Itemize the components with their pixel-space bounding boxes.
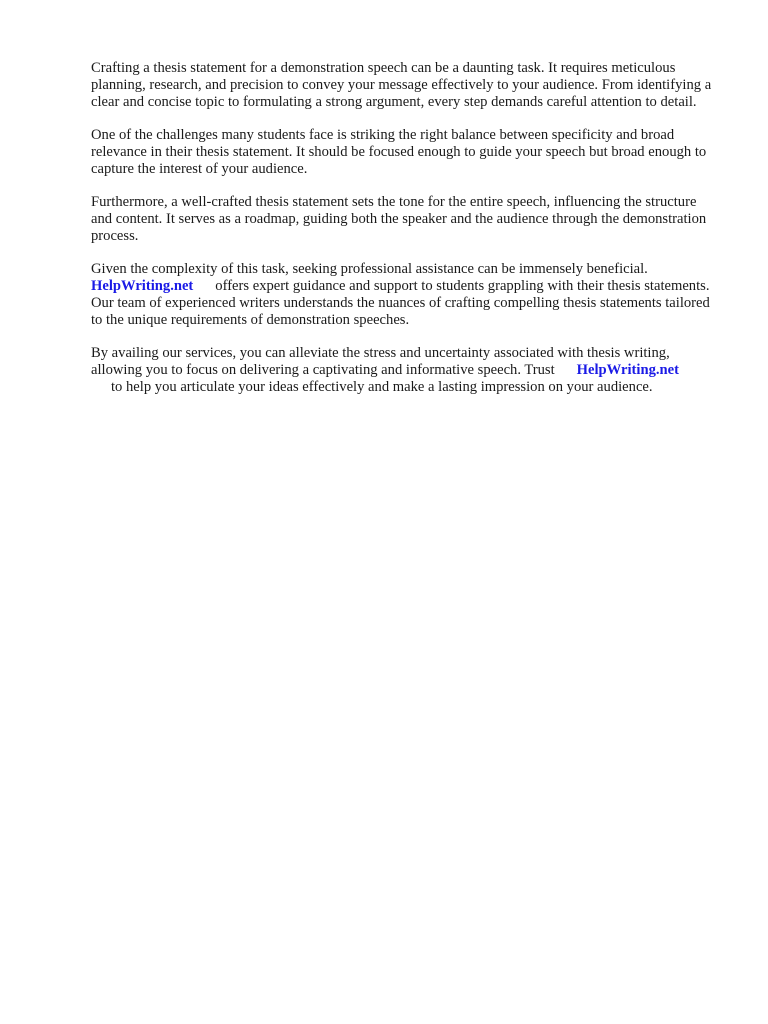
paragraph-roadmap: Furthermore, a well-crafted thesis statement sets the tone for the entire speech, influencing the structure and content. It serves as a roadmap, guiding both the speaker and the audience through the demonstration process. (91, 194, 707, 244)
paragraph-services (91, 345, 721, 396)
paragraph-assistance-text-start: Given the complexity of this task, seeking professional assistance can be immensely beneficial. (91, 261, 648, 277)
paragraph-assistance (91, 261, 721, 329)
paragraph-intro: Crafting a thesis statement for a demonstration speech can be a daunting task. It requires meticulous planning, research, and precision to convey your message effectively to your audience. From identifying a clear and concise topic to formulating a strong argument, every step demands careful attention to detail. (91, 60, 712, 110)
helpwriting-link-2[interactable]: HelpWriting.net (576, 362, 679, 378)
paragraph-challenges: One of the challenges many students face is striking the right balance between specificity and broad relevance in their thesis statement. It should be focused enough to guide your speech but broad enough to capture the interest of your audience. (91, 127, 707, 177)
paragraph-services-text-end: to help you articulate your ideas effectively and make a lasting impression on your audience. (111, 379, 653, 395)
helpwriting-link-1[interactable]: HelpWriting.net (91, 278, 194, 294)
paragraph-assistance-text-end: offers expert guidance and support to students grappling with their thesis statements. Our team of experienced writers understands the nuances of crafting compelling thesis statements tailored to the unique requirements of demonstration speeches. (91, 278, 710, 328)
paragraph-services-text-start: By availing our services, you can alleviate the stress and uncertainty associated with thesis writing, allowing you to focus on delivering a captivating and informative speech. Trust (91, 345, 670, 378)
document-page (91, 60, 721, 412)
